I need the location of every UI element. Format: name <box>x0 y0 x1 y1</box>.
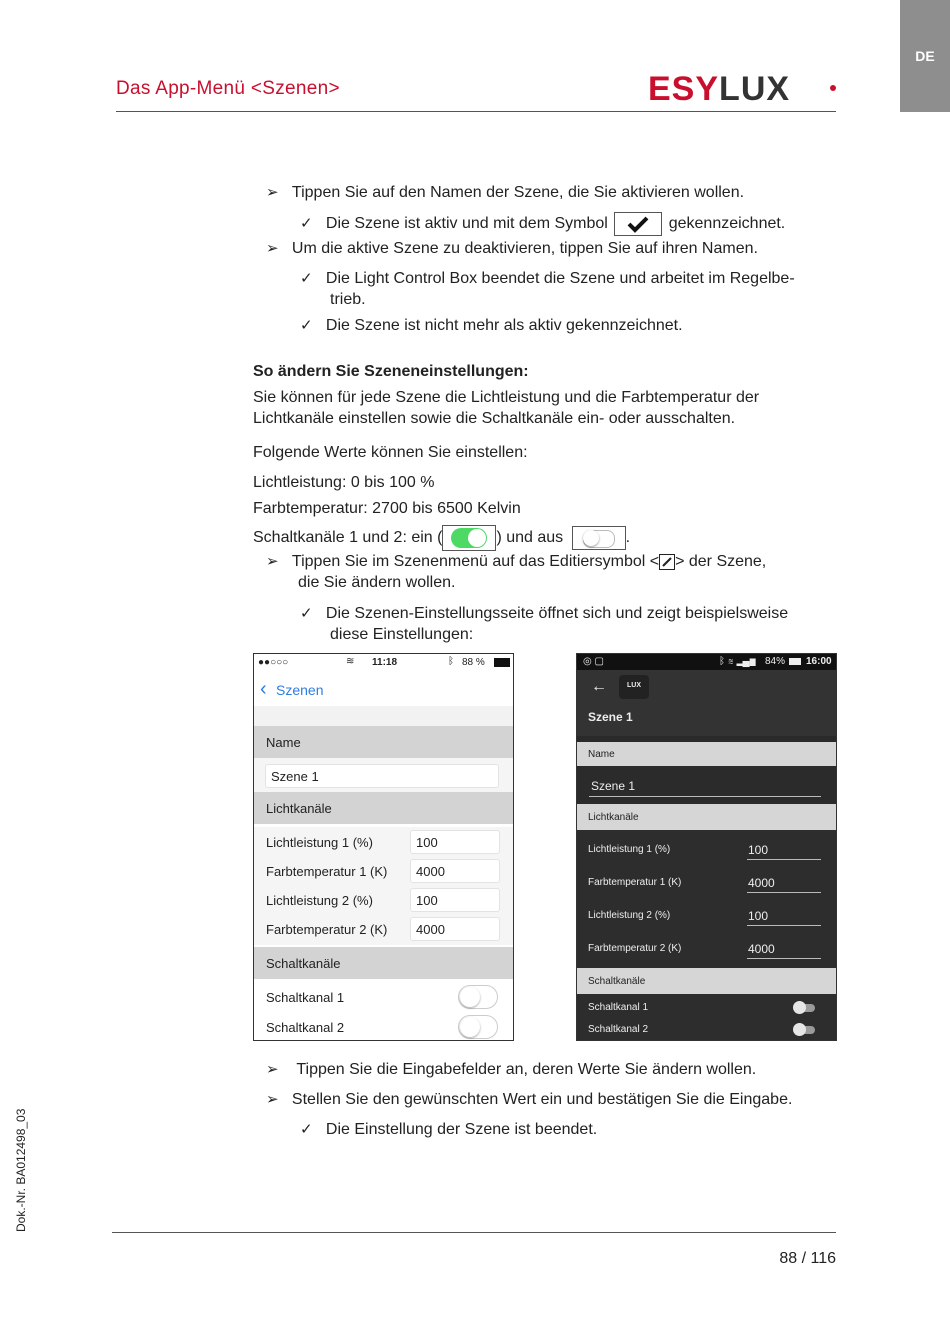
header-label: Name <box>266 735 301 750</box>
section-heading: So ändern Sie Szeneneinstellungen: <box>253 363 529 380</box>
step-text: Tippen Sie die Eingabefelder an, deren Werte Sie ändern wollen. <box>296 1061 757 1078</box>
chevron-left-icon: ‹ <box>260 678 267 700</box>
page-title: Das App-Menü <Szenen> <box>116 78 340 99</box>
toggle-off-icon <box>572 526 626 550</box>
result-text: Die Szene ist aktiv und mit dem Symbol <box>325 215 608 233</box>
result-text: Die Szene ist nicht mehr als aktiv gekennzeichnet. <box>325 317 683 334</box>
wifi-icon: ≋ <box>346 656 355 667</box>
page-number: 88 / 116 <box>779 1250 836 1267</box>
arrow-bullet-icon: ➢ <box>266 184 279 201</box>
step-text: Tippen Sie auf den Namen der Szene, die Sie aktivieren wollen. <box>291 184 745 201</box>
notification-icons: ◎ ▢ <box>583 656 604 667</box>
arrow-bullet-icon: ➢ <box>266 1061 279 1078</box>
signal-dots-icon: ●●○○○ <box>258 657 289 668</box>
check-bullet-icon: ✓ <box>300 1121 313 1138</box>
paragraph-intro: Folgende Werte können Sie einstellen: <box>253 444 528 461</box>
ios-switch-row-2 <box>254 1011 513 1041</box>
app-logo-text: LUX <box>627 682 641 689</box>
value-switch-channels <box>253 525 630 551</box>
android-name-row[interactable] <box>577 766 836 804</box>
back-arrow-icon[interactable]: ← <box>591 678 607 695</box>
value-color-temp: Farbtemperatur: 2700 bis 6500 Kelvin <box>253 500 521 517</box>
header-rule <box>116 111 836 112</box>
bluetooth-icon: ᛒ <box>448 656 454 667</box>
ios-row-temp2 <box>254 914 513 945</box>
ios-row-temp1 <box>254 856 513 885</box>
result-text-end: gekennzeichnet. <box>668 215 786 233</box>
android-row-temp2 <box>577 931 836 966</box>
step-edit-symbol <box>266 551 766 572</box>
logo-dot-icon <box>830 85 836 91</box>
switch-label: Schaltkanal 2 <box>588 1024 649 1035</box>
row-label: Lichtleistung 2 (%) <box>266 893 373 908</box>
language-tab: DE <box>900 0 950 112</box>
android-screenshot <box>576 653 837 1041</box>
android-title: Szene 1 <box>588 710 633 724</box>
ios-light-header <box>254 792 513 824</box>
android-row-temp1 <box>577 865 836 898</box>
switch-text: Schaltkanäle 1 und 2: ein ( <box>253 529 443 547</box>
android-row-light1 <box>577 832 836 865</box>
input-underline <box>747 859 821 860</box>
arrow-bullet-icon: ➢ <box>266 1091 279 1108</box>
logo-dark-part: LUX <box>719 70 791 108</box>
active-check-symbol-icon <box>614 212 662 236</box>
android-time: 16:00 <box>806 656 832 667</box>
ios-battery-level: 88 % <box>462 657 485 668</box>
input-underline <box>747 925 821 926</box>
ios-spacer <box>254 706 513 726</box>
check-bullet-icon: ✓ <box>300 317 313 334</box>
edit-icon <box>659 554 675 570</box>
arrow-bullet-icon: ➢ <box>266 553 279 570</box>
input-underline <box>747 892 821 893</box>
android-name-header <box>577 742 836 766</box>
row-label: Farbtemperatur 2 (K) <box>588 943 682 954</box>
row-value: 100 <box>416 893 438 908</box>
row-value[interactable]: 100 <box>748 843 769 857</box>
android-switch-2-toggle[interactable] <box>795 1026 815 1034</box>
step-tap-fields <box>266 1059 756 1080</box>
ios-status-bar <box>254 654 513 672</box>
result-done <box>300 1119 597 1140</box>
logo-red-part: ESY <box>648 70 720 108</box>
step-confirm <box>266 1089 792 1110</box>
android-switch-header <box>577 968 836 994</box>
android-switch-1-toggle[interactable] <box>795 1004 815 1012</box>
step-deactivate <box>266 238 758 259</box>
ios-switch-2-toggle[interactable] <box>458 1015 498 1039</box>
header-label: Schaltkanäle <box>266 956 341 971</box>
paragraph-line: Sie können für jede Szene die Lichtleistung und die Farbtemperatur der <box>253 389 760 406</box>
row-value: 100 <box>416 835 438 850</box>
ios-name-header <box>254 726 513 758</box>
row-value[interactable]: 100 <box>748 909 769 923</box>
row-label: Lichtleistung 1 (%) <box>588 844 671 855</box>
android-switch-row-2 <box>577 1018 836 1040</box>
input-underline <box>589 796 821 797</box>
back-label: Szenen <box>276 682 324 698</box>
step-text: Tippen Sie im Szenenmenü auf das Editiersymbol < <box>291 553 660 570</box>
check-bullet-icon: ✓ <box>300 215 313 233</box>
switch-text-mid: ) und aus <box>496 529 564 547</box>
result-text: Die Einstellung der Szene ist beendet. <box>325 1121 598 1138</box>
app-logo-icon <box>619 675 649 699</box>
ios-switch-header <box>254 947 513 979</box>
value-light-output: Lichtleistung: 0 bis 100 % <box>253 474 435 491</box>
battery-icon <box>494 658 510 667</box>
ios-name-input[interactable] <box>265 764 499 788</box>
toggle-on-icon <box>442 525 496 551</box>
result-not-active <box>300 315 683 336</box>
switch-label: Schaltkanal 1 <box>266 990 345 1005</box>
footer-rule <box>112 1232 836 1233</box>
row-label: Lichtleistung 2 (%) <box>588 910 671 921</box>
paragraph-line: Lichtkanäle einstellen sowie die Schaltkanäle ein- oder ausschalten. <box>253 410 736 427</box>
result-active <box>300 212 785 236</box>
ios-name-row <box>254 758 513 792</box>
step-text: Stellen Sie den gewünschten Wert ein und bestätigen Sie die Eingabe. <box>291 1091 793 1108</box>
check-bullet-icon: ✓ <box>300 270 313 287</box>
ios-light1-input[interactable] <box>410 830 500 854</box>
row-value[interactable]: 4000 <box>748 876 775 890</box>
arrow-bullet-icon: ➢ <box>266 240 279 257</box>
result-box-ends-cont: trieb. <box>330 291 366 308</box>
row-value: 4000 <box>416 922 445 937</box>
step-edit-cont: die Sie ändern wollen. <box>298 574 456 591</box>
switch-label: Schaltkanal 1 <box>588 1002 649 1013</box>
step-tap-scene <box>266 182 744 203</box>
esylux-logo <box>648 70 790 109</box>
ios-temp2-input[interactable] <box>410 917 500 941</box>
result-text: Die Light Control Box beendet die Szene und arbeitet im Regelbe- <box>325 270 795 287</box>
ios-light2-input[interactable] <box>410 888 500 912</box>
check-bullet-icon: ✓ <box>300 605 313 622</box>
ios-temp1-input[interactable] <box>410 859 500 883</box>
name-value: Szene 1 <box>591 779 636 793</box>
android-light-header <box>577 804 836 830</box>
android-status-bar <box>577 654 836 670</box>
input-underline <box>747 958 821 959</box>
row-value[interactable]: 4000 <box>748 942 775 956</box>
header-label: Name <box>588 749 615 760</box>
row-value: 4000 <box>416 864 445 879</box>
result-box-ends <box>300 268 795 289</box>
document-number: Dok.-Nr. BA012498_03 <box>14 1108 28 1232</box>
ios-time: 11:18 <box>372 657 398 668</box>
header-label: Schaltkanäle <box>588 976 646 987</box>
step-text-end: > der Szene, <box>675 553 767 570</box>
ios-nav-back[interactable] <box>254 676 513 704</box>
row-label: Lichtleistung 1 (%) <box>266 835 373 850</box>
row-label: Farbtemperatur 2 (K) <box>266 922 388 937</box>
battery-icon <box>789 658 801 665</box>
step-text: Um die aktive Szene zu deaktivieren, tippen Sie auf ihren Namen. <box>291 240 758 257</box>
row-label: Farbtemperatur 1 (K) <box>588 877 682 888</box>
android-battery-level: 84% <box>765 656 786 667</box>
row-label: Farbtemperatur 1 (K) <box>266 864 388 879</box>
header-label: Lichtkanäle <box>266 801 332 816</box>
ios-switch-row-1 <box>254 981 513 1011</box>
android-app-bar <box>577 670 836 736</box>
ios-row-light1 <box>254 827 513 856</box>
android-row-light2 <box>577 898 836 931</box>
switch-label: Schaltkanal 2 <box>266 1020 345 1035</box>
switch-text-end: . <box>625 529 631 547</box>
result-text: Die Szenen-Einstellungsseite öffnet sich und zeigt beispielsweise <box>325 605 789 622</box>
result-settings-page <box>300 603 788 624</box>
ios-row-light2 <box>254 885 513 914</box>
ios-switch-1-toggle[interactable] <box>458 985 498 1009</box>
name-value: Szene 1 <box>271 769 319 784</box>
header-label: Lichtkanäle <box>588 812 639 823</box>
ios-screenshot <box>253 653 514 1041</box>
signal-icons: ᛒ ≋ ▂▄▆ <box>719 656 756 667</box>
result-settings-cont: diese Einstellungen: <box>330 626 474 643</box>
android-switch-row-1 <box>577 996 836 1018</box>
